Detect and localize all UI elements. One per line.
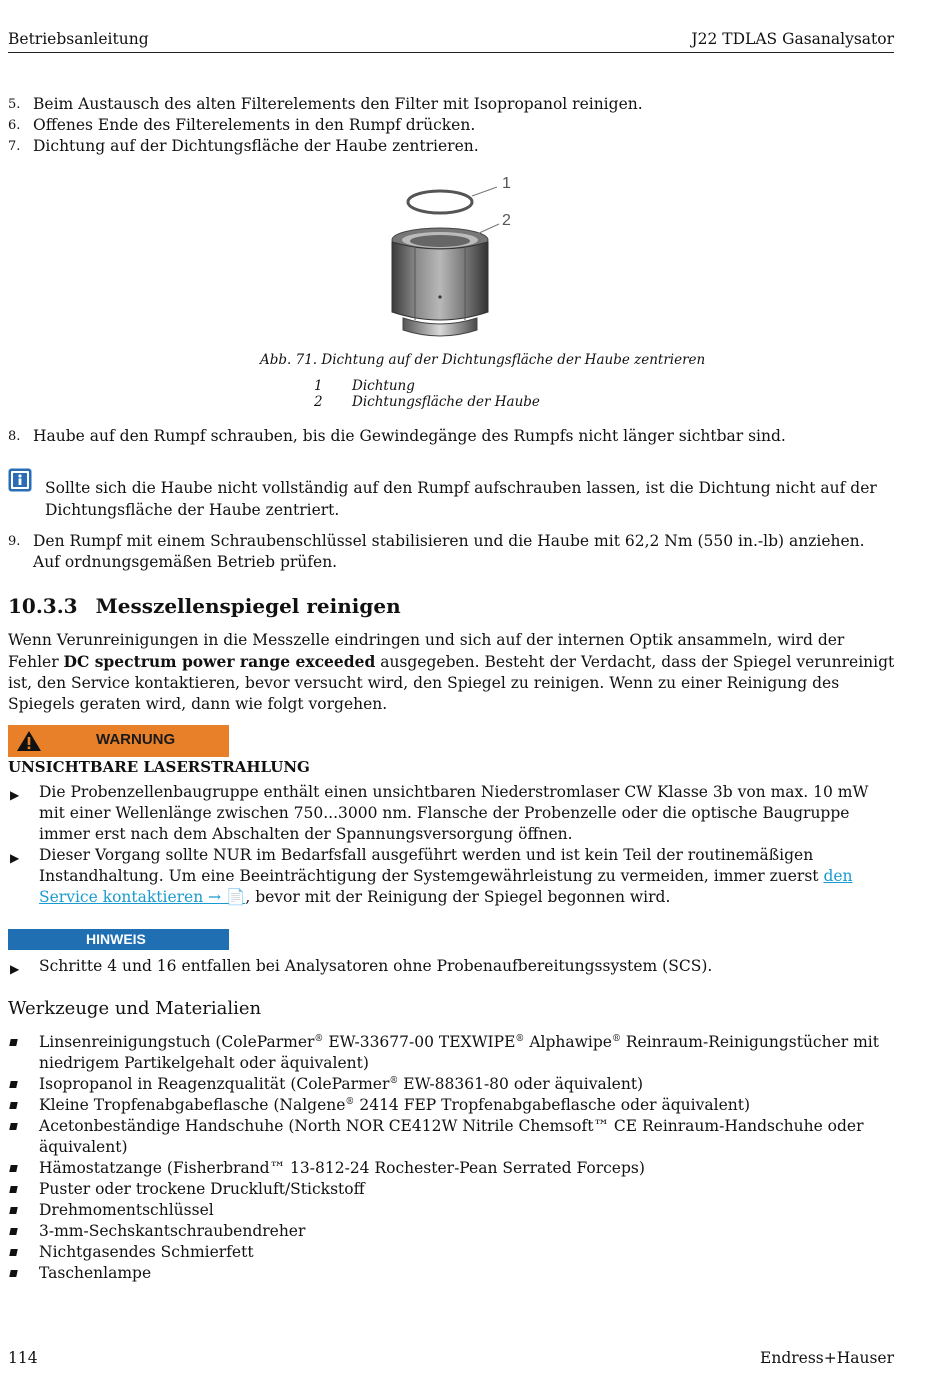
square-bullet-icon (9, 1228, 17, 1235)
section-number: 10.3.3 (8, 594, 78, 618)
triangle-bullet-icon: ▶ (10, 962, 20, 976)
figure-caption: Abb. 71. Dichtung auf der Dichtungsfläche der Haube zentrieren (260, 352, 706, 368)
tools-heading: Werkzeuge und Materialien (8, 998, 262, 1019)
warning-item-1 (8, 782, 893, 845)
page-header (8, 30, 894, 53)
warning-title: UNSICHTBARE LASERSTRAHLUNG (8, 758, 310, 776)
tool-item-text: Isopropanol in Reagenzqualität (ColeParmer® EW-88361-80 oder äquivalent) (39, 1075, 644, 1093)
tool-item (8, 1095, 893, 1116)
step-text: Dichtung auf der Dichtungsfläche der Haube zentrieren. (33, 137, 479, 155)
step-7 (8, 136, 893, 157)
step-5 (8, 94, 893, 115)
section-heading (8, 594, 401, 618)
error-message-name: DC spectrum power range exceeded (63, 652, 376, 671)
tool-item-text: Kleine Tropfenabgabeflasche (Nalgene® 2414 FEP Tropfenabgabeflasche oder äquivalent) (39, 1096, 751, 1114)
tool-item-text: Taschenlampe (39, 1264, 152, 1282)
warning-item-text: Die Probenzellenbaugruppe enthält einen unsichtbaren Niederstromlaser CW Klasse 3b von max. 10 mW mit einer Wellenlänge zwischen 750...3000 nm. Flansche der Probenzelle oder die optische Baugruppe immer erst nach dem Abschalten der Spannungsversorgung öffnen. (39, 783, 869, 843)
square-bullet-icon (9, 1270, 17, 1277)
square-bullet-icon (9, 1039, 17, 1046)
step-9 (8, 531, 893, 573)
header-doc-type: Betriebsanleitung (8, 30, 149, 48)
step-text: Haube auf den Rumpf schrauben, bis die Gewindegänge des Rumpfs nicht länger sichtbar sind. (33, 427, 786, 445)
tool-item-text: Linsenreinigungstuch (ColeParmer® EW-33677-00 TEXWIPE® Alphawipe® Reinraum-Reinigungstücher mit niedrigem Partikelgehalt oder äquivalent) (39, 1033, 879, 1072)
tool-item (8, 1263, 893, 1284)
tool-item-text: Hämostatzange (Fisherbrand™ 13-812-24 Rochester-Pean Serrated Forceps) (39, 1159, 645, 1177)
square-bullet-icon (9, 1249, 17, 1256)
info-icon (8, 468, 32, 492)
tool-item (8, 1200, 893, 1221)
legend-number: 1 (314, 378, 323, 394)
footer-brand: Endress+Hauser (760, 1349, 894, 1367)
tool-item-text: 3-mm-Sechskantschraubendreher (39, 1222, 306, 1240)
square-bullet-icon (9, 1102, 17, 1109)
triangle-bullet-icon: ▶ (10, 851, 20, 865)
square-bullet-icon (9, 1165, 17, 1172)
step-text: Beim Austausch des alten Filterelements den Filter mit Isopropanol reinigen. (33, 95, 643, 113)
seal-figure (385, 172, 525, 347)
warning-item-text-part1: Dieser Vorgang sollte NUR im Bedarfsfall ausgeführt werden und ist kein Teil der routinemäßigen Instandhaltung. Um eine Beeinträchtigung der Systemgewährleistung zu vermeiden, immer zuerst (39, 846, 824, 885)
intro-text-2: ausgegeben. Besteht der Verdacht, dass der Spiegel verunreinigt ist, den Service kontaktieren, bevor versucht wird, den Spiegel zu reinigen. Wenn zu einer Reinigung des Spiegels geraten wird, dann wie folgt vorgehen. (8, 653, 895, 713)
hint-item (8, 956, 893, 977)
housing-cap-illustration (385, 172, 525, 347)
tool-item-text: Puster oder trockene Druckluft/Stickstoff (39, 1180, 365, 1198)
tool-item (8, 1221, 893, 1242)
square-bullet-icon (9, 1081, 17, 1088)
contact-service-link[interactable]: den Service kontaktieren → 📄 (39, 867, 853, 906)
hint-label: HINWEIS (86, 931, 146, 947)
legend-text: Dichtungsfläche der Haube (352, 394, 540, 410)
warning-banner (8, 725, 229, 757)
tool-item-text: Drehmomentschlüssel (39, 1201, 214, 1219)
tool-item (8, 1116, 893, 1158)
square-bullet-icon (9, 1186, 17, 1193)
intro-text-1: Wenn Verunreinigungen in die Messzelle eindringen und sich auf der internen Optik ansammeln, wird der Fehler (8, 631, 845, 671)
square-bullet-icon (9, 1207, 17, 1214)
intro-paragraph (8, 630, 896, 715)
tool-item (8, 1179, 893, 1200)
step-number: 7. (8, 139, 21, 154)
tool-item-text: Nichtgasendes Schmierfett (39, 1243, 254, 1261)
info-note-text: Sollte sich die Haube nicht vollständig auf den Rumpf aufschrauben lassen, ist die Dichtung nicht auf der Dichtungsfläche der Haube zentriert. (45, 479, 877, 519)
step-8 (8, 426, 893, 447)
callout-2-label: 2 (502, 212, 511, 229)
tool-item (8, 1074, 893, 1095)
legend-text: Dichtung (352, 378, 415, 394)
step-text: Offenes Ende des Filterelements in den Rumpf drücken. (33, 116, 476, 134)
warning-item-2 (8, 845, 893, 908)
warning-item-text (39, 845, 893, 908)
step-number: 8. (8, 429, 21, 444)
step-number: 5. (8, 97, 21, 112)
tool-item-text: Acetonbeständige Handschuhe (North NOR CE412W Nitrile Chemsoft™ CE Reinraum-Handschuhe oder äquivalent) (39, 1117, 864, 1156)
tool-item (8, 1158, 893, 1179)
legend-number: 2 (314, 394, 323, 410)
warning-label: WARNUNG (96, 731, 176, 748)
step-6 (8, 115, 893, 136)
square-bullet-icon (9, 1123, 17, 1130)
callout-1-label: 1 (502, 175, 511, 192)
o-ring-shape (408, 191, 472, 213)
hint-banner (8, 929, 229, 950)
warning-triangle-icon (16, 730, 42, 752)
step-text: Den Rumpf mit einem Schraubenschlüssel stabilisieren und die Haube mit 62,2 Nm (550 in.-lb) anziehen. Auf ordnungsgemäßen Betrieb prüfen. (33, 532, 865, 571)
tool-item (8, 1242, 893, 1263)
step-number: 6. (8, 118, 21, 133)
step-number: 9. (8, 534, 21, 549)
warning-item-text-part2: , bevor mit der Reinigung der Spiegel begonnen wird. (245, 888, 671, 906)
header-product: J22 TDLAS Gasanalysator (691, 30, 894, 48)
hint-item-text: Schritte 4 und 16 entfallen bei Analysatoren ohne Probenaufbereitungssystem (SCS). (39, 957, 713, 975)
section-title: Messzellenspiegel reinigen (95, 594, 401, 618)
triangle-bullet-icon: ▶ (10, 788, 20, 802)
page-number: 114 (8, 1349, 38, 1367)
tool-item (8, 1032, 893, 1074)
